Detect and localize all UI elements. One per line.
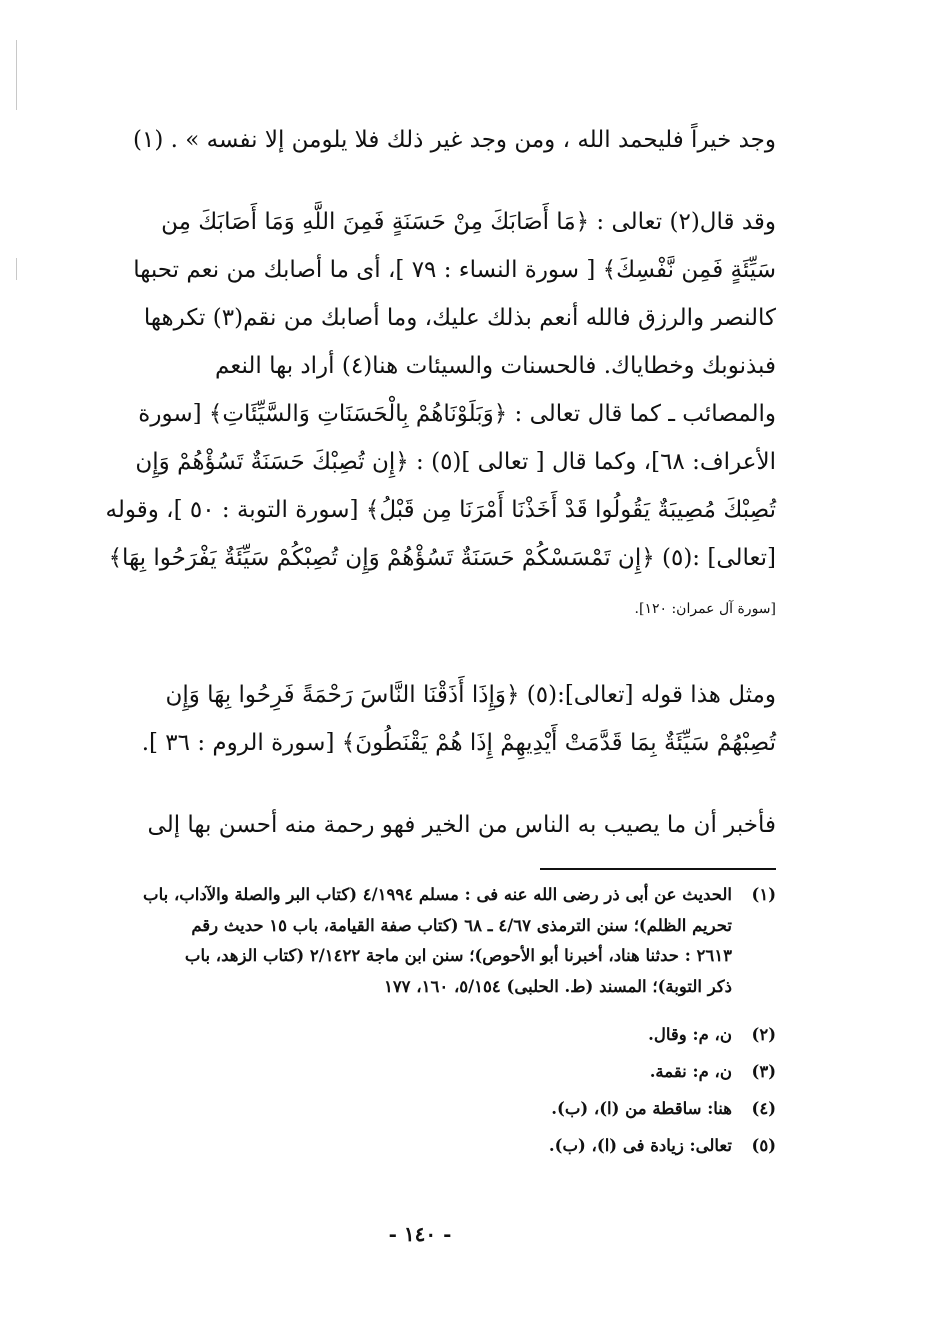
footnote-2 xyxy=(78,1016,776,1053)
footnote-3 xyxy=(78,1053,776,1090)
footnote-line: الحديث عن أبى ذر رضى الله عنه فى : مسلم ٤/١٩٩٤ (كتاب البر والصلة والآداب، باب xyxy=(143,885,732,904)
paragraph-line: والمصائب ـ كما قال تعالى : ﴿وَبَلَوْنَاهُمْ بِالْحَسَنَاتِ وَالسَّيِّئَاتِ﴾ [سورة xyxy=(138,401,776,427)
paragraph-line: الأعراف: ٦٨]، وكما قال [ تعالى ](٥) : ﴿إِن تُصِبْكَ حَسَنَةٌ تَسُؤْهُمْ وَإِن xyxy=(135,449,776,475)
footnote-1 xyxy=(78,880,776,1002)
paragraph-line: تُصِبْكَ مُصِيبَةٌ يَقُولُوا قَدْ أَخَذْنَا أَمْرَنَا مِن قَبْلُ﴾ [سورة التوبة : ٥٠ ]، وقوله xyxy=(105,497,776,523)
footnote-separator xyxy=(540,868,776,870)
paragraph-2 xyxy=(78,198,776,633)
paragraph-3 xyxy=(78,671,776,767)
footnote-line: ذكر التوبة)؛ المسند (ط. الحلبى) ٥/١٥٤، ١٦٠، ١٧٧ xyxy=(383,976,732,996)
footnote-5 xyxy=(78,1127,776,1164)
paragraph-line: [سورة آل عمران: ١٢٠]. xyxy=(634,601,776,617)
paragraph-line: ومثل هذا قوله [تعالى]:(٥) ﴿وَإِذَا أَذَقْنَا النَّاسَ رَحْمَةً فَرِحُوا بِهَا وَإِن xyxy=(165,682,776,708)
paragraph-line: [تعالى] :(٥) ﴿إِن تَمْسَسْكُمْ حَسَنَةٌ تَسُؤْهُمْ وَإِن تُصِبْكُمْ سَيِّئَةٌ يَفْرَحُوا بِهَا﴾ xyxy=(108,545,776,571)
paragraph-line: وجد خيراً فليحمد الله ، ومن وجد غير ذلك فلا يلومن إلا نفسه » . (١) xyxy=(133,127,776,153)
footnote-line: تعالى: زيادة فى (ا)، (ب). xyxy=(548,1136,732,1155)
scan-edge-mark-top xyxy=(16,40,17,110)
footnote-4 xyxy=(78,1090,776,1127)
footnote-number: (٤) xyxy=(751,1099,776,1118)
footnote-number: (١) xyxy=(751,885,776,904)
paragraph-line: فبذنوبك وخطاياك. فالحسنات والسيئات هنا(٤) أراد بها النعم xyxy=(215,353,776,379)
paragraph-line: وقد قال(٢) تعالى : ﴿مَا أَصَابَكَ مِنْ حَسَنَةٍ فَمِنَ اللَّهِ وَمَا أَصَابَكَ مِن xyxy=(161,209,776,235)
footnote-line: تحريم الظلم)؛ سنن الترمذى ٤/٦٧ ـ ٦٨ (كتاب صفة القيامة، باب ١٥ حديث رقم xyxy=(191,915,732,935)
body-text xyxy=(78,116,776,849)
footnote-number: (٣) xyxy=(751,1062,776,1081)
footnote-line: هنا: ساقطة من (ا)، (ب). xyxy=(551,1099,732,1118)
footnote-line: ن، م: وقال. xyxy=(648,1025,732,1044)
paragraph-line: تُصِبْهُمْ سَيِّئَةٌ بِمَا قَدَّمَتْ أَيْدِيهِمْ إِذَا هُمْ يَقْنَطُونَ﴾ [سورة الروم : ٣٦ ]. xyxy=(141,730,776,756)
scan-edge-mark-middle xyxy=(16,258,17,280)
footnote-line: ن، م: نقمة. xyxy=(649,1062,732,1081)
footnotes xyxy=(78,880,776,1164)
footnote-line: ٢٦١٣ : حدثنا هناد، أخبرنا أبو الأحوص)؛ سنن ابن ماجة ٢/١٤٢٢ (كتاب الزهد، باب xyxy=(184,946,732,965)
paragraph-1 xyxy=(78,116,776,164)
paragraph-4 xyxy=(78,801,776,849)
footnote-number: (٥) xyxy=(751,1136,776,1155)
page-number: - ١٤٠ - xyxy=(388,1222,452,1246)
paragraph-line: كالنصر والرزق فالله أنعم بذلك عليك، وما أصابك من نقم(٣) تكرهها xyxy=(143,305,776,331)
paragraph-line: سَيِّئَةٍ فَمِن نَّفْسِكَ﴾ [ سورة النساء : ٧٩ ]، أى ما أصابك من نعم تحبها xyxy=(133,257,776,283)
footnote-number: (٢) xyxy=(751,1025,776,1044)
paragraph-line: فأخبر أن ما يصيب به الناس من الخير فهو رحمة منه أحسن بها إلى xyxy=(147,812,776,838)
